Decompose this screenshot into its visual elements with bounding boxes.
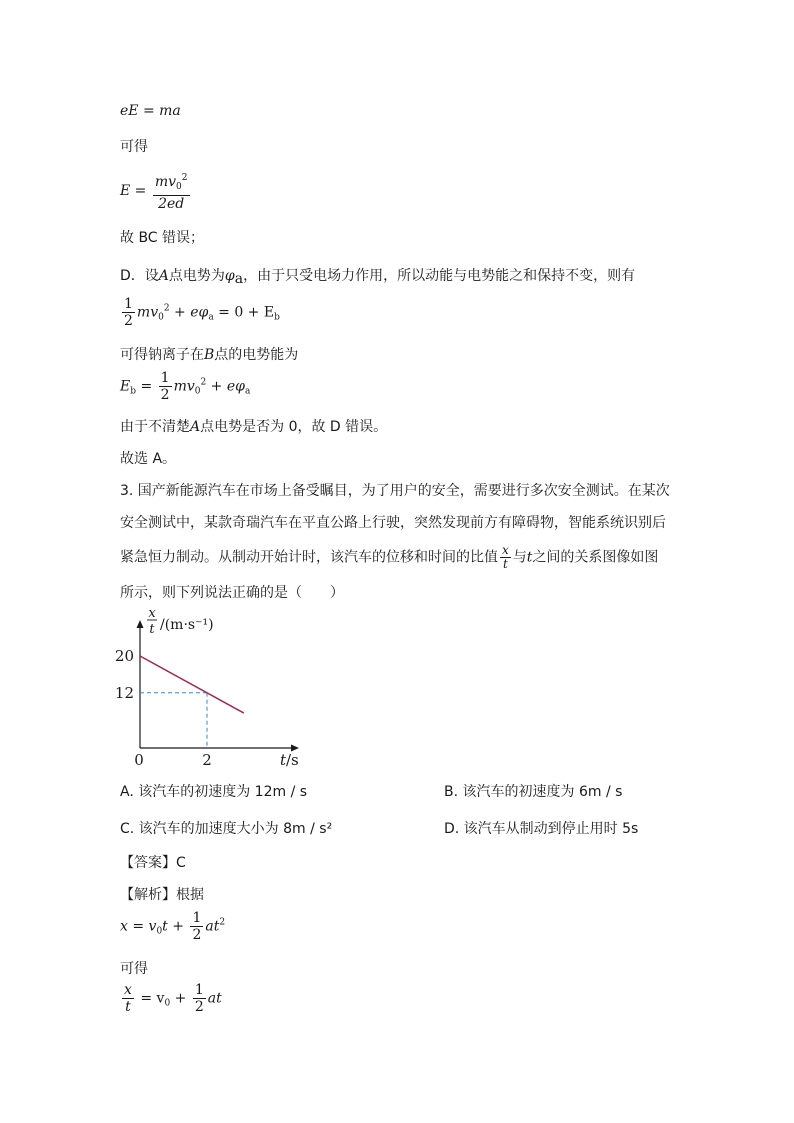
xt-vs-t-chart bbox=[110, 605, 310, 770]
question-3-line-4: 所示，则下列说法正确的是（ ） bbox=[120, 585, 344, 601]
y-axis-label-unit: /(m·s⁻¹) bbox=[160, 617, 214, 633]
option-b[interactable]: B. 该汽车的初速度为 6m / s bbox=[444, 784, 623, 800]
fraction-x-over-t: $\frac{x}{t}$ bbox=[124, 982, 132, 1015]
equation-potential-energy-b: $E_b$ = $\frac{1}{2}$ $mv_0^2 + e\varphi_a$ bbox=[120, 370, 251, 403]
text-choose-a: 故选 A。 bbox=[120, 451, 177, 467]
equation-ratio: $\frac{x}{t}$ = $v_0$ + $\frac{1}{2}$ at bbox=[124, 982, 222, 1015]
text-not-clear: 由于不清楚A点电势是否为 0，故 D 错误。 bbox=[120, 419, 388, 435]
text-kede-b: 可得钠离子在B点的电势能为 bbox=[120, 347, 299, 363]
text-kede-3: 可得 bbox=[120, 961, 148, 977]
fraction-half: $\frac{1}{2}$ bbox=[194, 982, 204, 1015]
text-bc-wrong: 故 BC 错误； bbox=[120, 230, 205, 246]
question-3-line-3: 紧急恒力制动。从制动开始计时，该汽车的位移和时间的比值 $\frac{x}{t}$ 与t之间的关系图像如图 bbox=[120, 543, 659, 571]
x-axis-label-var: t bbox=[280, 751, 287, 769]
equation-field-strength: E = $\frac{mv_0^2}{2ed}$ bbox=[120, 170, 192, 212]
analysis-tag: 【解析】 bbox=[120, 887, 176, 903]
y-axis-label-den: t bbox=[149, 622, 155, 637]
x-tick-2: 2 bbox=[202, 751, 212, 769]
text-option-d-analysis: D．设A点电势为$\varphi_a$，由于只受电场力作用，所以动能与电势能之和保持不变，则有 bbox=[120, 268, 636, 287]
question-3-line-1: 3. 国产新能源汽车在市场上备受瞩目，为了用户的安全，需要进行多次安全测试。在某次 bbox=[120, 483, 670, 499]
equation-force: eE = ma bbox=[120, 103, 181, 119]
fraction-half: $\frac{1}{2}$ bbox=[192, 910, 202, 943]
y-tick-20: 20 bbox=[114, 647, 134, 665]
y-tick-12: 12 bbox=[114, 683, 134, 702]
data-line bbox=[140, 656, 244, 713]
fraction-x-over-t: $\frac{x}{t}$ bbox=[502, 543, 509, 571]
question-3-line-2: 安全测试中，某款奇瑞汽车在平直公路上行驶，突然发现前方有障碍物，智能系统识别后 bbox=[120, 515, 666, 531]
text-kede-1: 可得 bbox=[120, 139, 148, 155]
equation-kinematics: $x = v_0t$ + $\frac{1}{2}$ $at^2$ bbox=[120, 910, 226, 943]
analysis-line: 【解析】根据 bbox=[120, 887, 204, 903]
y-axis-arrow bbox=[137, 620, 144, 628]
answer-line bbox=[120, 852, 186, 872]
y-axis-label-num: x bbox=[148, 606, 156, 621]
fraction-half: $\frac{1}{2}$ bbox=[160, 370, 170, 403]
answer-value: C bbox=[176, 855, 186, 871]
option-c[interactable]: C. 该汽车的加速度大小为 8m / s² bbox=[120, 821, 333, 837]
option-d[interactable]: D. 该汽车从制动到停止用时 5s bbox=[444, 821, 639, 837]
equation-energy-conservation: $\frac{1}{2}$ $mv_0^2 + e\varphi_a = 0 + E_b$ bbox=[124, 296, 280, 329]
fraction: $\frac{mv_0^2}{2ed}$ bbox=[153, 170, 190, 212]
origin-label: 0 bbox=[134, 751, 144, 769]
option-a[interactable]: A. 该汽车的初速度为 12m / s bbox=[120, 784, 308, 800]
x-axis-label-unit: /s bbox=[286, 751, 299, 769]
answer-tag: 【答案】 bbox=[120, 855, 176, 871]
fraction-half: $\frac{1}{2}$ bbox=[124, 296, 133, 329]
